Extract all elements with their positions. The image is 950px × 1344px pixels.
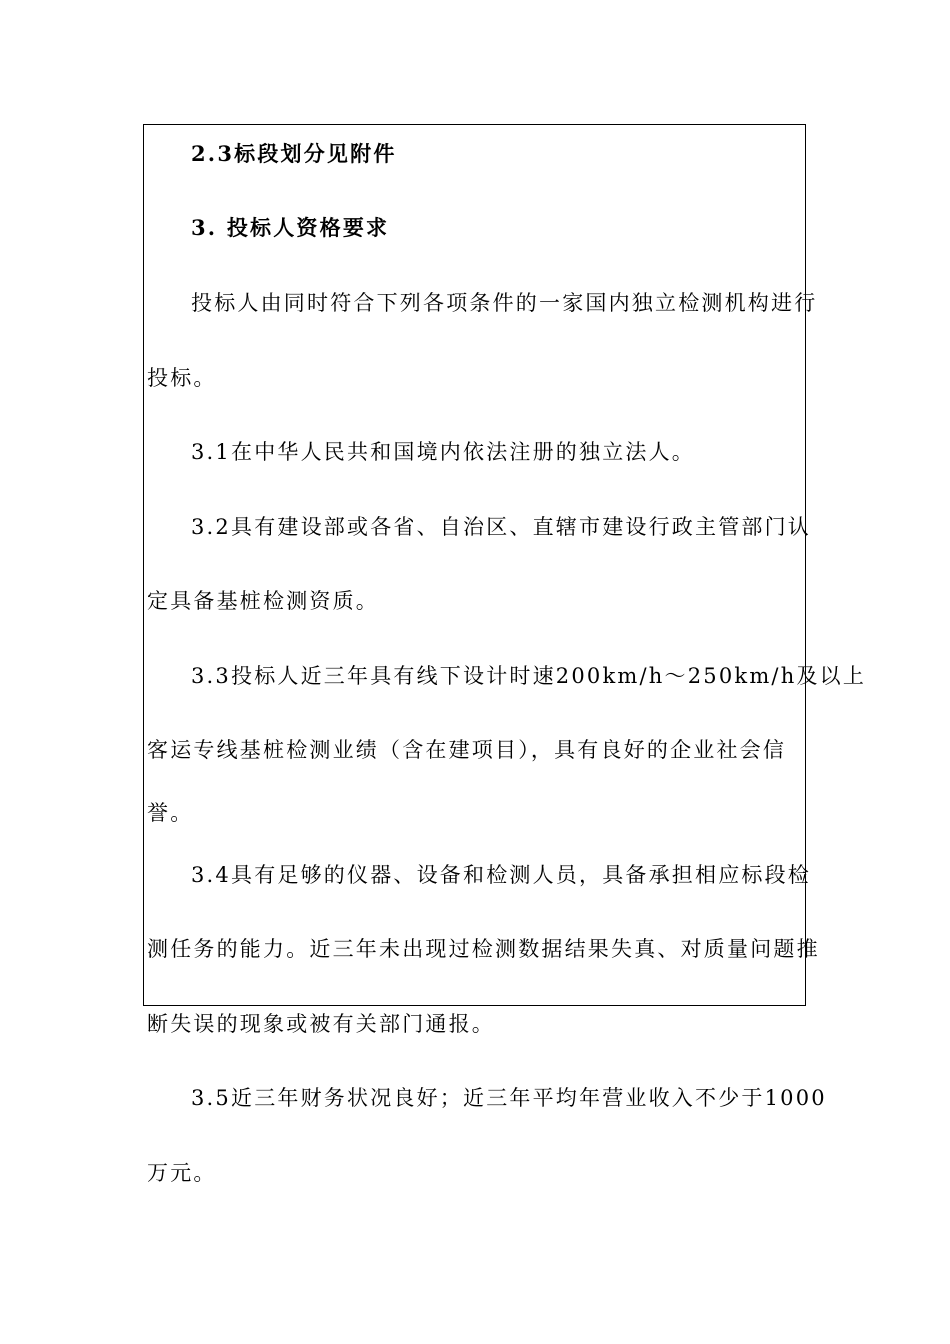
paragraph-line: 测任务的能力。近三年未出现过检测数据结果失真、对质量问题推 <box>147 937 820 961</box>
paragraph-line: 客运专线基桩检测业绩（含在建项目），具有良好的企业社会信 <box>147 738 787 762</box>
paragraph-line: 誉。 <box>147 801 194 825</box>
section-3-heading: 3. 投标人资格要求 <box>191 215 390 240</box>
clause-3-5: 3.5近三年财务状况良好；近三年平均年营业收入不少于1000 <box>191 1086 827 1110</box>
document-frame <box>143 124 867 1185</box>
paragraph-line: 投标人由同时符合下列各项条件的一家国内独立检测机构进行 <box>191 291 818 315</box>
section-2-3-heading: 2.3标段划分见附件 <box>191 141 397 166</box>
paragraph-line: 投标。 <box>147 366 217 390</box>
paragraph-line: 断失误的现象或被有关部门通报。 <box>147 1012 495 1036</box>
clause-3-2: 3.2具有建设部或各省、自治区、直辖市建设行政主管部门认 <box>191 515 811 539</box>
clause-3-1: 3.1在中华人民共和国境内依法注册的独立法人。 <box>191 440 695 464</box>
paragraph-line: 定具备基桩检测资质。 <box>147 589 379 613</box>
clause-3-3: 3.3投标人近三年具有线下设计时速200km/h～250km/h及以上 <box>191 664 867 688</box>
paragraph-line: 万元。 <box>147 1161 217 1185</box>
clause-3-4: 3.4具有足够的仪器、设备和检测人员，具备承担相应标段检 <box>191 863 811 887</box>
